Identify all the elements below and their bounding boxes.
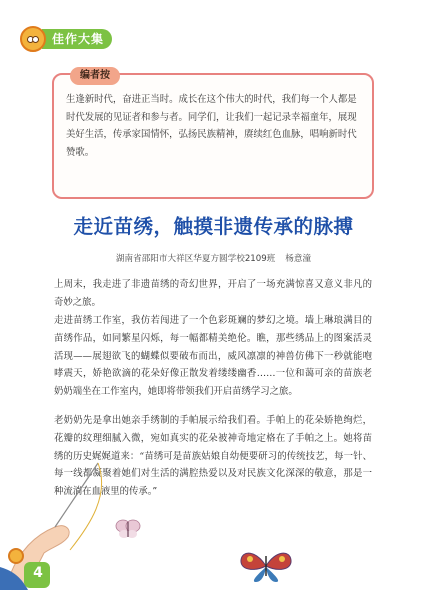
article-paragraph: 走进苗绣工作室，我仿若闯进了一个色彩斑斓的梦幻之境。墙上琳琅满目的苗绣作品，如同繁星闪烁，每一幅都精美绝伦。瞧，那些绣品上的图案活灵活现——展翅欲飞的蝴蝶似要破布而出，威风凛凛的神兽仿佛下一秒就能咆哮震天，娇艳欲滴的花朵好像正散发着缕缕幽香……一位和蔼可亲的苗族老奶奶端坐在工作室内，她即将带领我们开启苗绣学习之旅。: [54, 315, 372, 398]
embroidery-hand-illustration: [0, 455, 120, 590]
embroidered-butterfly-icon: [238, 548, 294, 584]
page-number: 4: [33, 565, 43, 581]
column-name: 佳作大集: [42, 29, 112, 49]
editor-note-text: 生逢新时代，奋进正当时。成长在这个伟大的时代，我们每一个人都是时代发展的见证者和参与者。同学们，让我们一起记录幸福童年，展现美好生活，传承家国情怀，弘扬民族精神，赓续红色血脉，唱响新时代赞歌。: [66, 94, 357, 158]
byline-school: 湖南省邵阳市大祥区华夏方圆学校2109班: [115, 254, 276, 264]
column-badge: [20, 28, 112, 50]
owl-icon: [20, 26, 46, 52]
page-header: [0, 0, 427, 56]
article-title: 走近苗绣，触摸非遗传承的脉搏: [73, 215, 354, 238]
article-paragraph: 上周末，我走进了非遗苗绣的奇幻世界，开启了一场充满惊喜又意义非凡的奇妙之旅。: [54, 279, 372, 308]
article-paragraph: 老奶奶先是拿出她亲手绣制的手帕展示给我们看。手帕上的花朵娇艳绚烂，花瓣的纹理细腻入微，宛如真实的花朵被神奇地定格在了手帕之上。她将苗绣的历史娓娓道来：“苗绣可是苗族姑娘自幼便要研习的传统技艺，每一针、每一线都凝聚着她们对生活的满腔热爱以及对民族文化深深的敬意，那是一种流淌在血液里的传承。”: [54, 415, 372, 498]
article-byline: [0, 252, 427, 264]
editor-note-tag: 编者按: [70, 67, 120, 85]
byline-author: 杨意潼: [285, 254, 312, 264]
butterfly-icon: [115, 518, 141, 540]
owl-mascot-icon: [8, 548, 24, 564]
editor-note-box: [52, 70, 374, 199]
